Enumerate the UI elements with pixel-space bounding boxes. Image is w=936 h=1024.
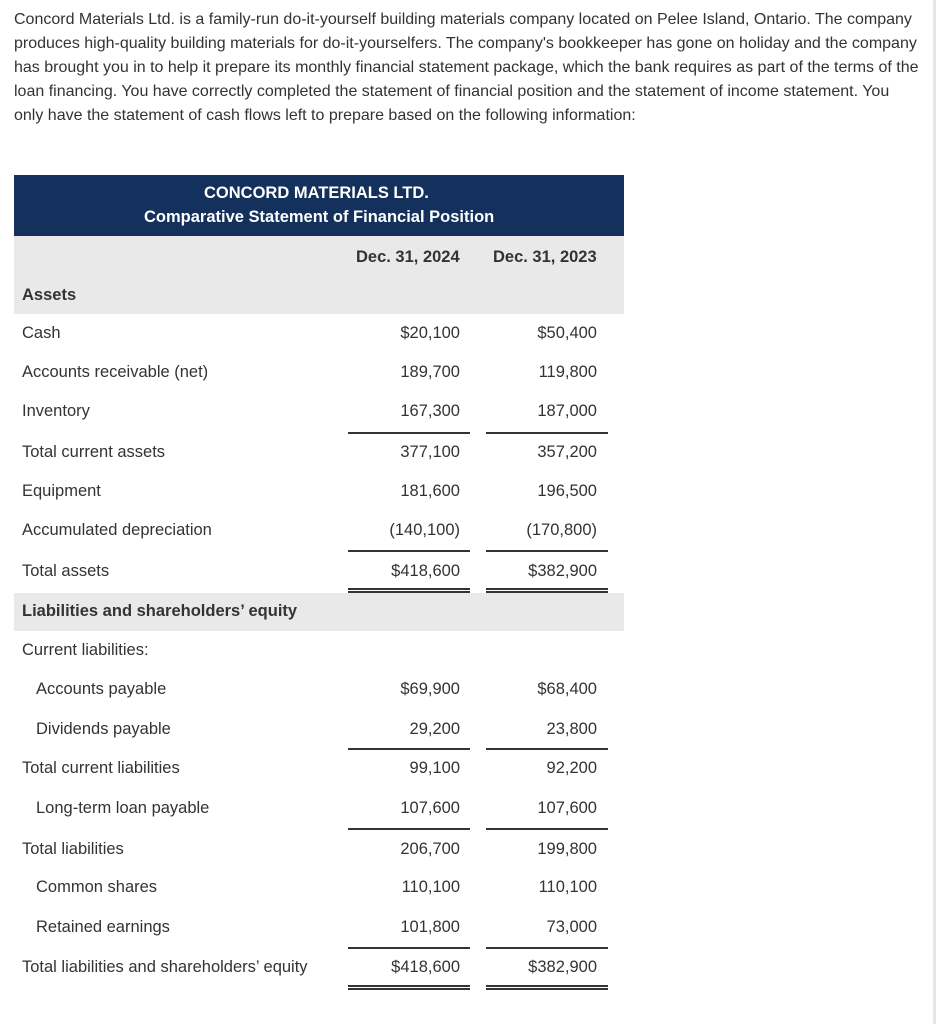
row-label: Cash — [22, 324, 61, 342]
value-2024: 101,800 — [400, 918, 460, 936]
value-2024: $418,600 — [391, 562, 460, 580]
row-long-term-loan — [14, 790, 624, 828]
double-underline — [486, 985, 608, 990]
row-label: Total assets — [22, 562, 110, 580]
row-label: Accounts payable — [36, 680, 167, 698]
row-inventory — [14, 393, 624, 431]
assets-heading: Assets — [22, 286, 77, 304]
row-label: Dividends payable — [36, 720, 171, 738]
row-total-current-liabilities — [14, 750, 624, 788]
value-2023: 110,100 — [538, 878, 597, 896]
row-current-liabilities-heading — [14, 632, 624, 670]
column-header-row — [14, 236, 624, 314]
value-2023: $68,400 — [537, 680, 597, 698]
value-2024: $20,100 — [400, 324, 460, 342]
row-common-shares — [14, 869, 624, 907]
underline — [348, 828, 470, 830]
row-label: Retained earnings — [36, 918, 170, 936]
row-label: Total current liabilities — [22, 759, 180, 777]
row-label: Total liabilities and shareholders’ equity — [22, 958, 308, 976]
underline — [486, 550, 608, 552]
row-label: Total current assets — [22, 443, 166, 461]
value-2023: 73,000 — [546, 918, 597, 936]
value-2024: 189,700 — [400, 363, 460, 381]
row-total-current-assets — [14, 434, 624, 472]
row-dividends-payable — [14, 711, 624, 749]
liabilities-equity-heading-row — [14, 593, 624, 631]
value-2023: (170,800) — [526, 521, 597, 539]
double-underline — [348, 985, 470, 990]
value-2023: 196,500 — [537, 482, 597, 500]
company-name: CONCORD MATERIALS LTD. — [204, 184, 429, 202]
value-2023: $382,900 — [528, 562, 597, 580]
value-2024: 206,700 — [400, 840, 460, 858]
value-2024: (140,100) — [389, 521, 460, 539]
row-label: Accounts receivable (net) — [22, 363, 209, 381]
value-2023: 107,600 — [537, 799, 597, 817]
value-2023: 357,200 — [537, 443, 597, 461]
value-2024: 29,200 — [409, 720, 460, 738]
statement-title: Comparative Statement of Financial Position — [144, 208, 495, 226]
row-retained-earnings — [14, 909, 624, 947]
value-2024: 167,300 — [400, 402, 460, 420]
statement-header — [14, 175, 624, 236]
row-accumulated-depreciation — [14, 512, 624, 550]
value-2023: $50,400 — [537, 324, 597, 342]
value-2023: 187,000 — [537, 402, 597, 420]
row-accounts-payable — [14, 671, 624, 709]
value-2023: $382,900 — [528, 958, 597, 976]
value-2023: 23,800 — [546, 720, 597, 738]
value-2024: 181,600 — [400, 482, 460, 500]
column-header-2023: Dec. 31, 2023 — [493, 248, 597, 266]
row-cash — [14, 315, 624, 353]
financial-position-table — [14, 175, 624, 976]
row-total-liabilities-equity — [14, 949, 624, 987]
value-2023: 92,200 — [546, 759, 597, 777]
row-total-liabilities — [14, 831, 624, 869]
column-header-2024: Dec. 31, 2024 — [356, 248, 460, 266]
row-equipment — [14, 473, 624, 511]
value-2024: $69,900 — [400, 680, 460, 698]
row-label: Total liabilities — [22, 840, 124, 858]
row-total-assets — [14, 553, 624, 591]
value-2024: 110,100 — [401, 878, 460, 896]
value-2023: 199,800 — [537, 840, 597, 858]
value-2024: 107,600 — [400, 799, 460, 817]
value-2024: $418,600 — [391, 958, 460, 976]
underline — [486, 828, 608, 830]
intro-paragraph: Concord Materials Ltd. is a family-run do-it-yourself building materials company located on Pelee Island, Ontario. The company produces high-quality building materials for do-it-yourselfers. The company's bookkeeper has gone on holiday and the company has brought you in to help it prepare its monthly financial statement package, which the bank requires as part of the terms of the loan financing. You have correctly completed the statement of financial position and the statement of income statement. You only have the statement of cash flows left to prepare based on the following information: — [14, 11, 919, 124]
value-2024: 99,100 — [409, 759, 460, 777]
row-label: Equipment — [22, 482, 101, 500]
underline — [348, 550, 470, 552]
row-label: Long-term loan payable — [36, 799, 210, 817]
value-2024: 377,100 — [400, 443, 460, 461]
section-heading: Liabilities and shareholders’ equity — [22, 602, 298, 620]
row-accounts-receivable — [14, 354, 624, 392]
value-2023: 119,800 — [538, 363, 597, 381]
row-label: Accumulated depreciation — [22, 521, 212, 539]
row-label: Common shares — [36, 878, 158, 896]
row-label: Current liabilities: — [22, 641, 149, 659]
row-label: Inventory — [22, 402, 90, 420]
